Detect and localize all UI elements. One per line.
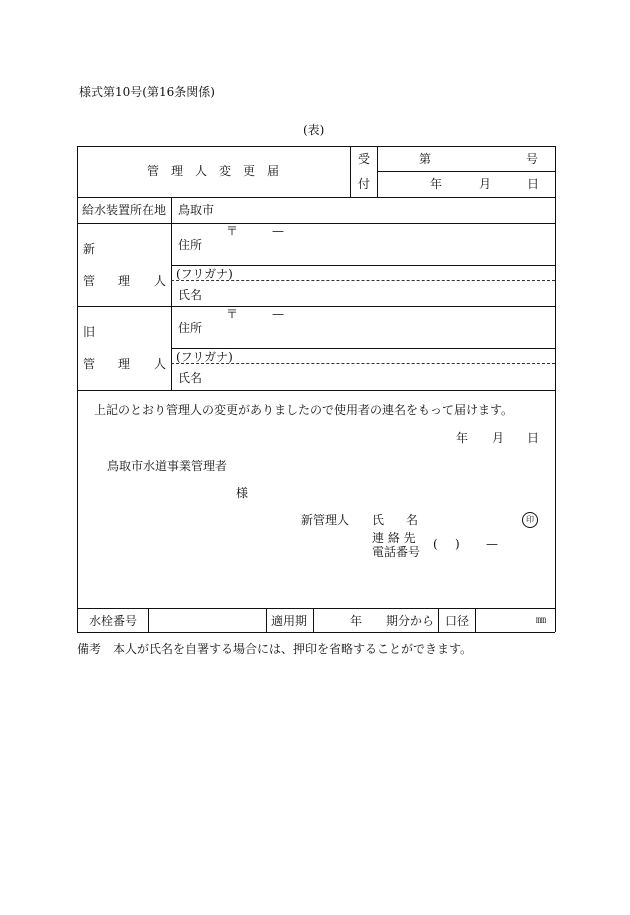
seal-mark-icon: 印 xyxy=(522,512,538,528)
meter-number-label: 水栓番号 xyxy=(89,614,138,628)
old-address-label: 住所 xyxy=(178,321,203,335)
old-furigana-label: (フリガナ) xyxy=(176,350,233,364)
title-char: 管 xyxy=(147,164,160,178)
form-number: 様式第10号(第16条関係) xyxy=(79,85,215,99)
phone-paren-close: ) xyxy=(455,537,460,551)
old-label-char: 管 xyxy=(83,357,96,371)
supply-location-value: 鳥取市 xyxy=(178,203,215,217)
title-char: 人 xyxy=(195,164,208,178)
title-char: 更 xyxy=(243,164,256,178)
receipt-dai: 第 xyxy=(419,152,432,166)
phone-dash: — xyxy=(486,537,498,551)
applied-period-label: 適用期 xyxy=(271,614,308,628)
signer-name-char: 氏 xyxy=(372,513,385,527)
new-postal-dash: — xyxy=(272,224,284,238)
new-address-label: 住所 xyxy=(178,238,203,252)
phone-paren-open: ( xyxy=(433,537,438,551)
new-label-char: 管 xyxy=(83,274,96,288)
diameter-unit: ㎜ xyxy=(536,615,546,626)
footer-note: 備考 本人が氏名を自署する場合には、押印を省略することができます。 xyxy=(77,642,473,656)
contact-line1: 連 絡 先 xyxy=(372,531,416,545)
declaration-year: 年 xyxy=(456,431,469,445)
diameter-label: 口径 xyxy=(445,614,470,628)
addressee: 鳥取市水道事業管理者 xyxy=(107,459,228,473)
receipt-go: 号 xyxy=(526,152,539,166)
new-label-char: 人 xyxy=(154,274,167,288)
applied-year: 年 xyxy=(350,614,363,628)
old-postal-mark: 〒 xyxy=(226,307,239,321)
applied-period-from: 期分から xyxy=(386,614,435,628)
receipt-label-top: 受 xyxy=(358,152,371,166)
new-furigana-label: (フリガナ) xyxy=(176,267,233,281)
new-postal-mark: 〒 xyxy=(226,224,239,238)
declaration-statement: 上記のとおり管理人の変更がありましたので使用者の連名をもって届けます。 xyxy=(94,403,514,417)
old-label-char: 理 xyxy=(118,357,131,371)
old-heading: 旧 xyxy=(83,325,96,339)
new-heading: 新 xyxy=(83,242,96,256)
side-label: (表) xyxy=(303,123,325,137)
receipt-day: 日 xyxy=(527,177,540,191)
old-postal-dash: — xyxy=(272,307,284,321)
title-char: 変 xyxy=(219,164,232,178)
receipt-month: 月 xyxy=(479,177,492,191)
supply-location-label: 給水装置所在地 xyxy=(82,203,167,217)
receipt-year: 年 xyxy=(430,177,443,191)
signer-name-char: 名 xyxy=(406,513,419,527)
title-char: 届 xyxy=(267,164,280,178)
contact-line2: 電話番号 xyxy=(372,545,421,559)
declaration-day: 日 xyxy=(527,431,540,445)
title-char: 理 xyxy=(171,164,184,178)
old-name-label: 氏名 xyxy=(178,371,203,385)
receipt-label-bottom: 付 xyxy=(358,177,371,191)
old-label-char: 人 xyxy=(154,357,167,371)
new-name-label: 氏名 xyxy=(178,288,203,302)
declaration-month: 月 xyxy=(492,431,505,445)
addressee-sama: 様 xyxy=(236,486,249,500)
new-label-char: 理 xyxy=(118,274,131,288)
signer-label: 新管理人 xyxy=(301,513,350,527)
